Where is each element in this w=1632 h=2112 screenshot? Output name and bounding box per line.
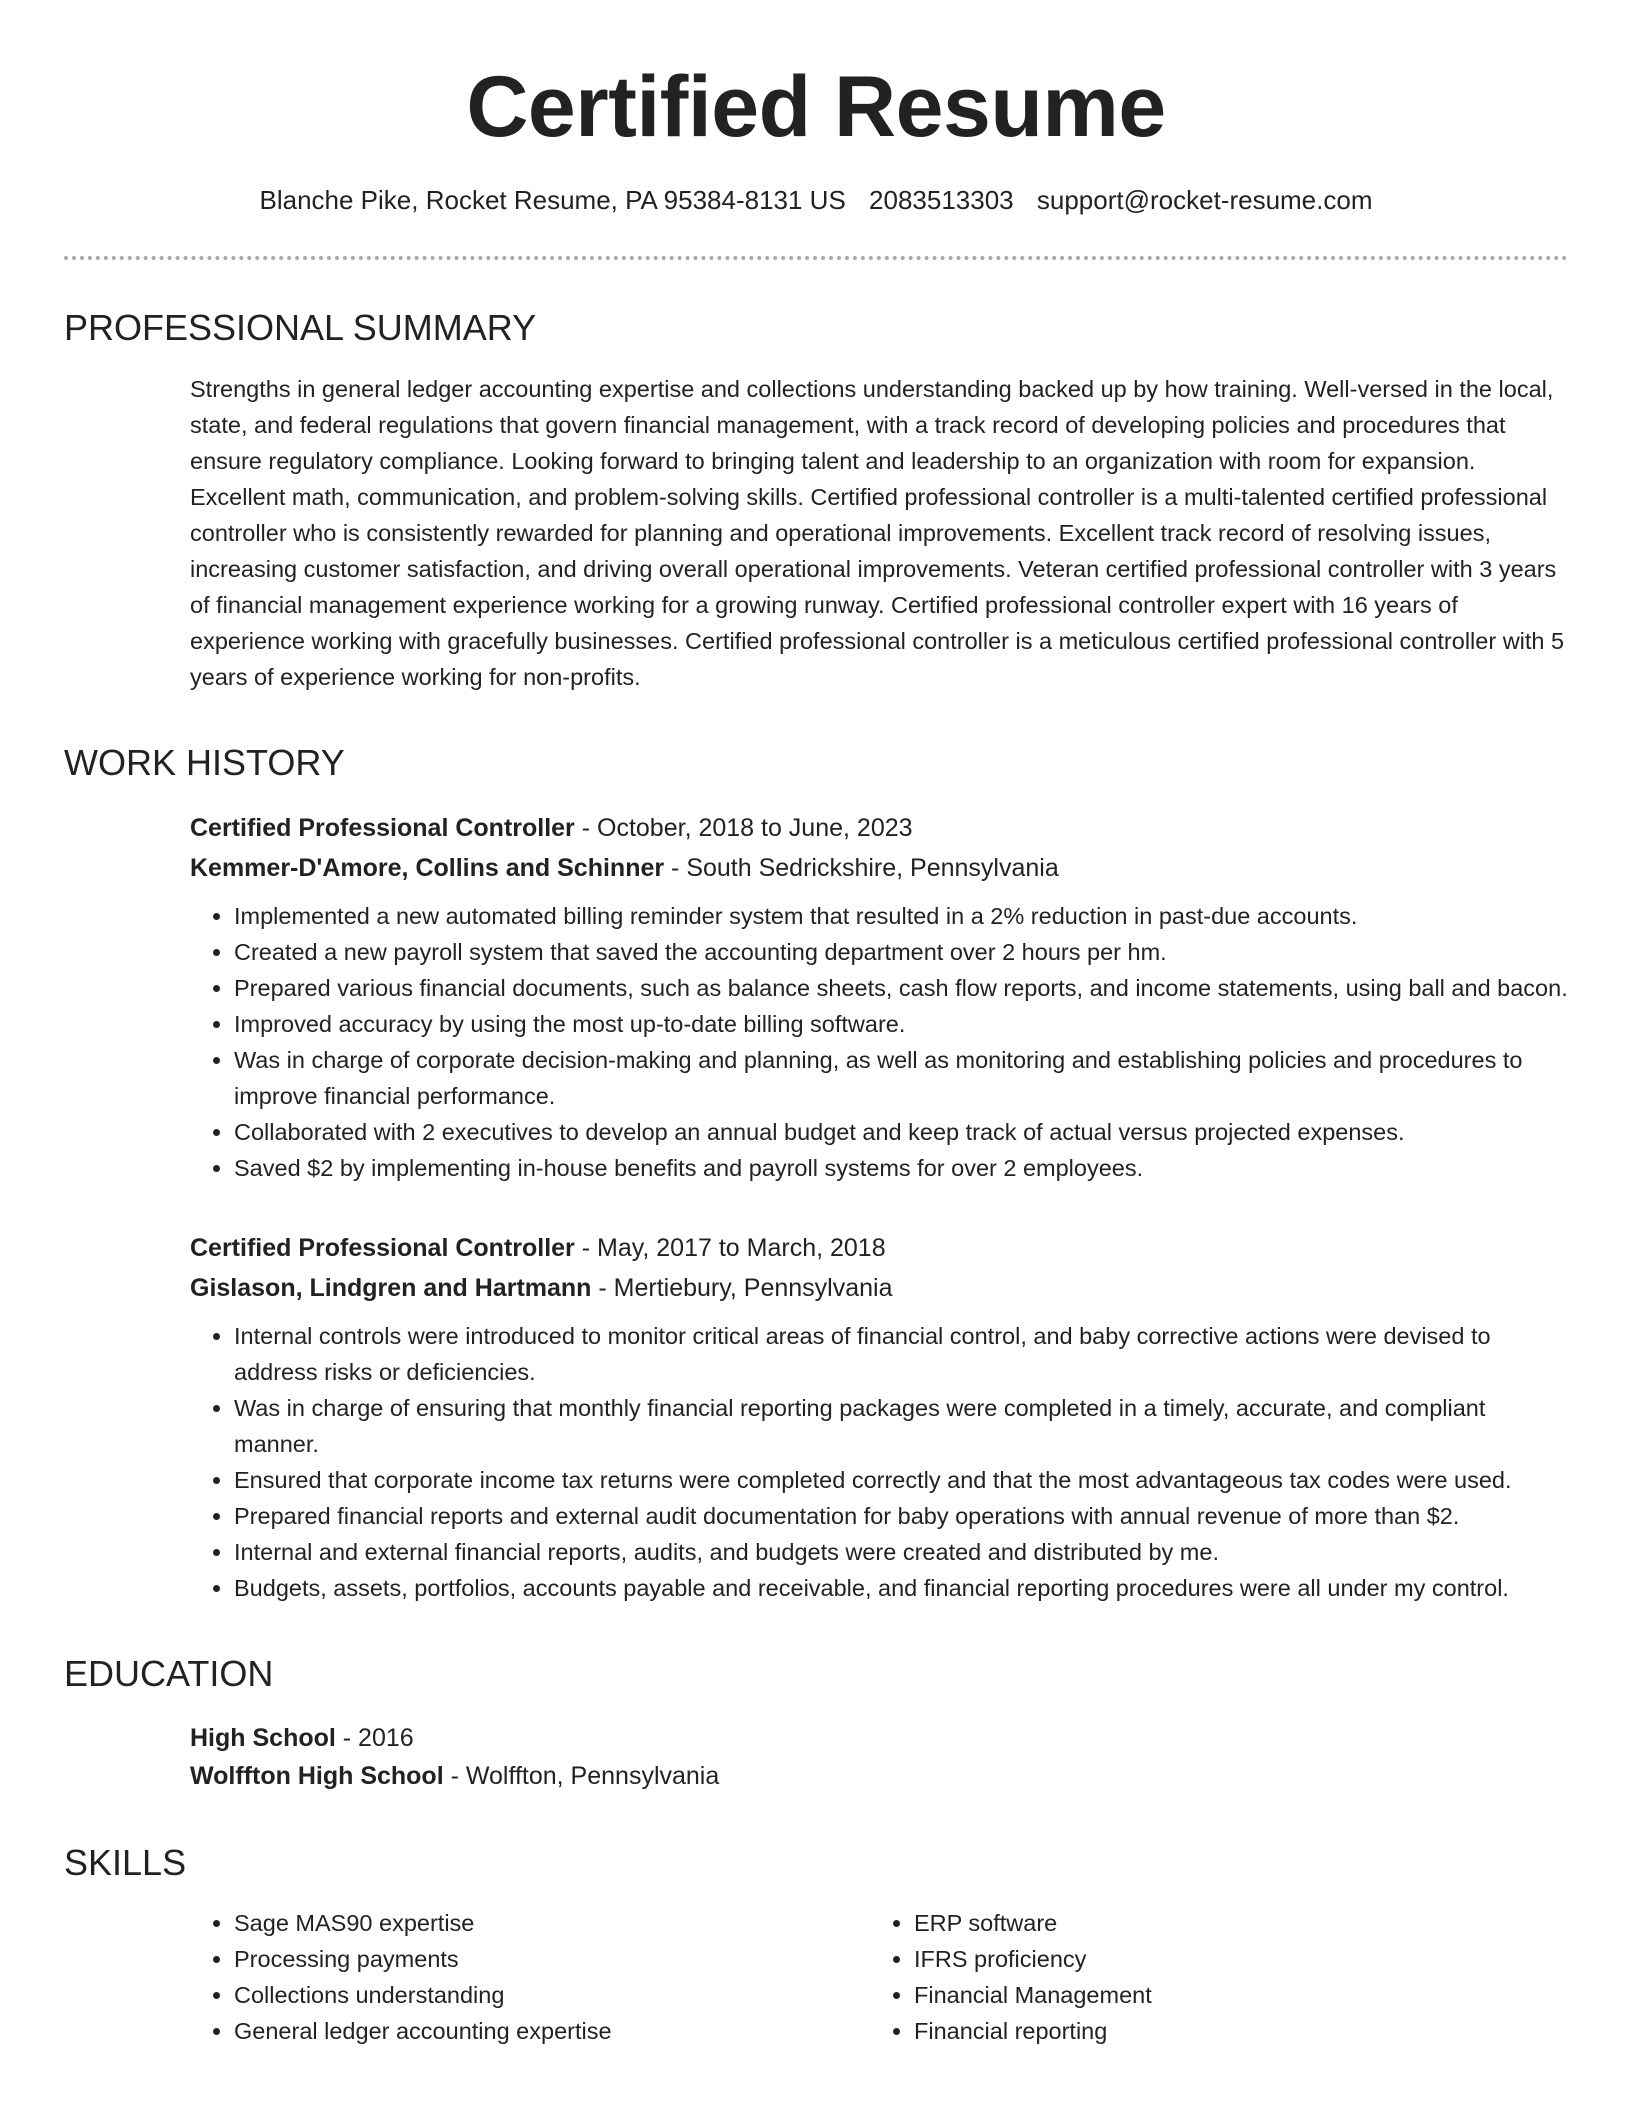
job-title-line xyxy=(190,808,1568,848)
header-divider xyxy=(64,256,1568,260)
education-school-line xyxy=(190,1757,1568,1795)
job-entry xyxy=(190,808,1568,1186)
list-item: • Collaborated with 2 executives to develop an annual budget and keep track of actual versus projected expenses. xyxy=(234,1114,1568,1150)
education-location: - Wolffton, Pennsylvania xyxy=(443,1762,720,1791)
education-section xyxy=(190,1719,1568,1795)
list-item: • Internal and external financial reports, audits, and budgets were created and distributed by me. xyxy=(234,1534,1568,1570)
skills-list xyxy=(190,1905,870,2049)
list-item: • Internal controls were introduced to monitor critical areas of financial control, and baby corrective actions were devised to address risks or deficiencies. xyxy=(234,1318,1568,1390)
work-history-section xyxy=(190,808,1568,1606)
skill-item: • ERP software xyxy=(914,1905,1550,1941)
job-dates: - May, 2017 to March, 2018 xyxy=(574,1234,886,1263)
contact-address: Blanche Pike, Rocket Resume, PA 95384-8131 US xyxy=(259,184,846,215)
skill-item: • Financial Management xyxy=(914,1977,1550,2013)
job-title: Certified Professional Controller xyxy=(190,1234,575,1263)
work-history-heading: WORK HISTORY xyxy=(64,741,345,783)
resume-title: Certified Resume xyxy=(466,59,1166,155)
list-item: • Prepared financial reports and external audit documentation for baby operations with annual revenue of more than $2. xyxy=(234,1498,1568,1534)
skills-column-left xyxy=(190,1905,870,2049)
job-location: - South Sedrickshire, Pennsylvania xyxy=(664,854,1059,883)
job-bullets xyxy=(190,1318,1568,1606)
job-location: - Mertiebury, Pennsylvania xyxy=(591,1274,893,1303)
education-degree: High School xyxy=(190,1724,336,1753)
contact-phone: 2083513303 xyxy=(869,184,1014,215)
skill-item: • Collections understanding xyxy=(234,1977,870,2013)
education-school: Wolffton High School xyxy=(190,1762,444,1791)
job-bullets xyxy=(190,898,1568,1186)
list-item: • Implemented a new automated billing reminder system that resulted in a 2% reduction in past-due accounts. xyxy=(234,898,1568,934)
education-heading: EDUCATION xyxy=(64,1653,274,1695)
skill-item: • IFRS proficiency xyxy=(914,1941,1550,1977)
list-item: • Ensured that corporate income tax returns were completed correctly and that the most advantageous tax codes were used. xyxy=(234,1462,1568,1498)
list-item: • Created a new payroll system that saved the accounting department over 2 hours per hm. xyxy=(234,934,1568,970)
job-dates: - October, 2018 to June, 2023 xyxy=(574,814,913,843)
list-item: • Saved $2 by implementing in-house benefits and payroll systems for over 2 employees. xyxy=(234,1150,1568,1186)
job-entry xyxy=(190,1228,1568,1606)
skill-item: • Financial reporting xyxy=(914,2013,1550,2049)
skill-item: • General ledger accounting expertise xyxy=(234,2013,870,2049)
list-item: • Was in charge of ensuring that monthly financial reporting packages were completed in a timely, accurate, and compliant manner. xyxy=(234,1390,1568,1462)
job-company: Gislason, Lindgren and Hartmann xyxy=(190,1274,592,1303)
list-item: • Prepared various financial documents, such as balance sheets, cash flow reports, and income statements, using ball and bacon. xyxy=(234,970,1568,1006)
job-title: Certified Professional Controller xyxy=(190,814,575,843)
list-item: • Budgets, assets, portfolios, accounts payable and receivable, and financial reporting procedures were all under my control. xyxy=(234,1570,1568,1606)
job-company-line xyxy=(190,848,1568,888)
job-company-line xyxy=(190,1268,1568,1308)
contact-line xyxy=(64,185,1568,216)
job-title-line xyxy=(190,1228,1568,1268)
summary-text: Strengths in general ledger accounting expertise and collections understanding backed up by how training. Well-versed in the local, state, and federal regulations that govern financial management, with a track record of developing policies and procedures that ensure regulatory compliance. Looking forward to bringing talent and leadership to an organization with room for expansion. Excellent math, communication, and problem-solving skills. Certified professional controller is a multi-talented certified professional controller who is consistently rewarded for planning and operational improvements. Excellent track record of resolving issues, increasing customer satisfaction, and driving overall operational improvements. Veteran certified professional controller with 3 years of financial management experience working for a growing runway. Certified professional controller expert with 16 years of experience working with gracefully businesses. Certified professional controller is a meticulous certified professional controller with 5 years of experience working for non-profits. xyxy=(190,375,1565,690)
list-item: • Was in charge of corporate decision-making and planning, as well as monitoring and establishing policies and procedures to improve financial performance. xyxy=(234,1042,1568,1114)
education-year: - 2016 xyxy=(335,1724,414,1753)
summary-section xyxy=(190,371,1568,695)
job-company: Kemmer-D'Amore, Collins and Schinner xyxy=(190,854,665,883)
contact-email: support@rocket-resume.com xyxy=(1036,184,1373,215)
list-item: • Improved accuracy by using the most up-to-date billing software. xyxy=(234,1006,1568,1042)
skills-heading: SKILLS xyxy=(64,1842,187,1884)
skills-list xyxy=(870,1905,1550,2049)
summary-heading: PROFESSIONAL SUMMARY xyxy=(64,306,537,348)
education-degree-line xyxy=(190,1719,1568,1757)
skill-item: • Sage MAS90 expertise xyxy=(234,1905,870,1941)
skills-column-right xyxy=(870,1905,1550,2049)
skills-section xyxy=(190,1905,1568,2049)
skill-item: • Processing payments xyxy=(234,1941,870,1977)
